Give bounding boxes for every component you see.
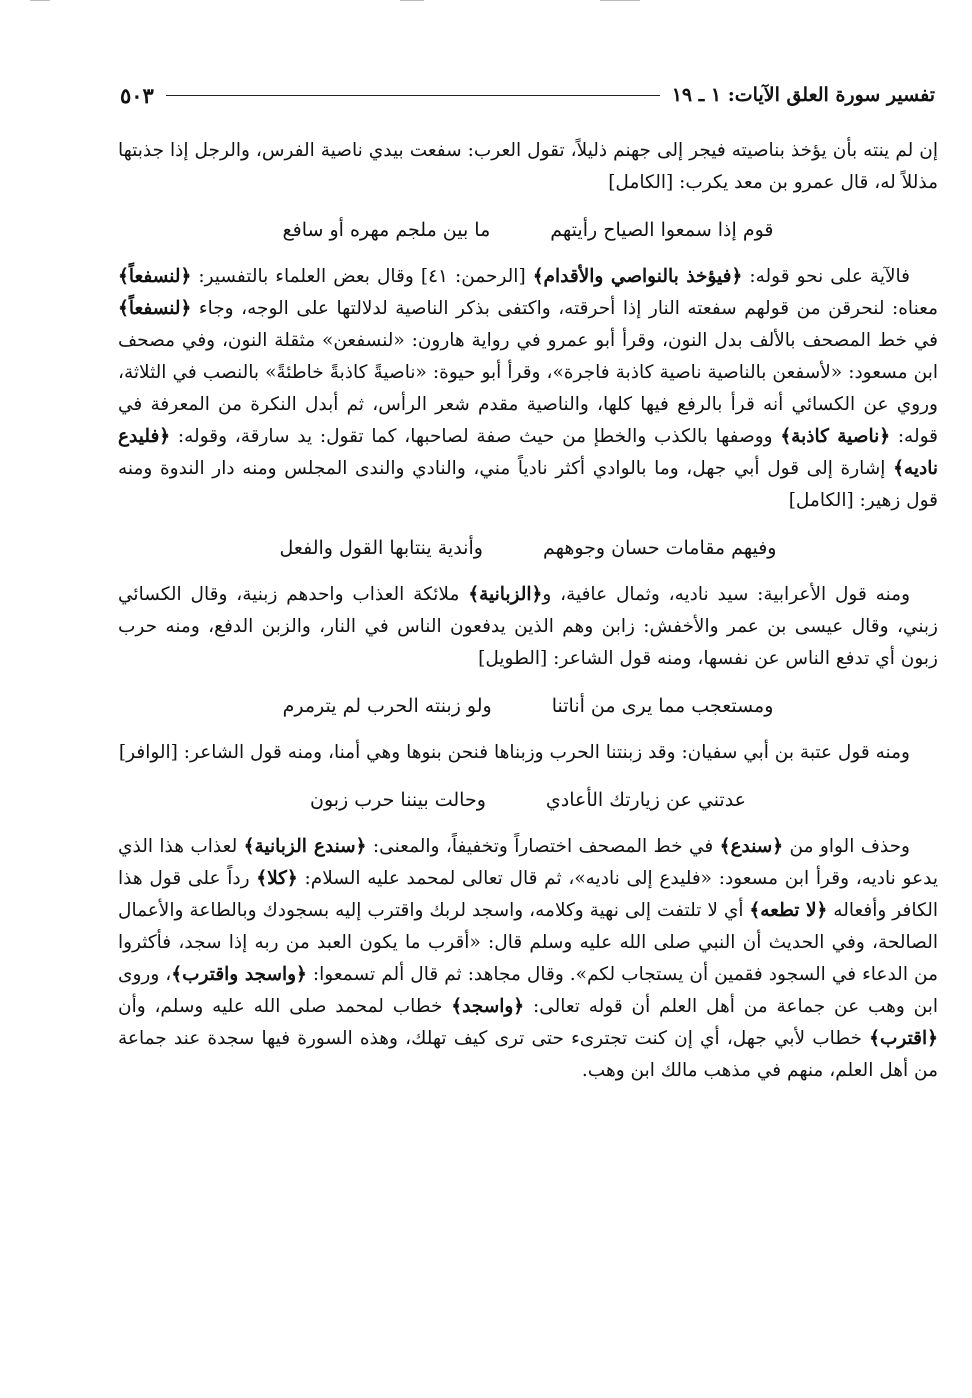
quran-quote: ﴿سندع﴾: [719, 836, 784, 857]
quran-quote: ﴿واسجد واقترب﴾: [171, 964, 307, 985]
running-header: [120, 78, 935, 112]
paragraph: وحذف الواو من ﴿سندع﴾ في خط المصحف اختصاراً وتخفيفاً، والمعنى: ﴿سندع الزبانية﴾ لعذاب هذا الذي يدعو ناديه، وقرأ ابن مسعود: «فليدع إلى ناديه»، ثم قال تعالى لمحمد عليه السلام: ﴿كلا﴾ رداً على قول هذا الكافر وأفعاله ﴿لا تطعه﴾ أي لا تلتفت إلى نهية وكلامه، واسجد لربك واقترب إليه بسجودك وبالطاعة والأعمال الصالحة، وفي الحديث أن النبي صلى الله عليه وسلم قال: «أقرب ما يكون العبد من ربه إذا سجد، فأكثروا من الدعاء في السجود فقمين أن يستجاب لكم». وقال مجاهد: ثم قال ألم تسمعوا: ﴿واسجد واقترب﴾، وروى ابن وهب عن جماعة من أهل العلم أن قوله تعالى: ﴿واسجد﴾ خطاب لمحمد صلى الله عليه وسلم، وأن ﴿اقترب﴾ خطاب لأبي جهل، أي إن كنت تجترىء حتى ترى كيف تهلك، وهذه السورة فيها سجدة عند جماعة من أهل العلم، منهم في مذهب مالك ابن وهب.: [118, 836, 939, 1081]
paragraph: ومنه قول عتبة بن أبي سفيان: وقد زبنتنا الحرب وزبناها فنحن بنوها وهي أمنا، ومنه قول الشاعر: [الوافر]: [118, 742, 910, 763]
verse-first-hemistich: وفيهم مقامات حسان وجوههم: [542, 537, 777, 559]
running-title: تفسير سورة العلق الآيات: ١ ـ ١٩: [671, 84, 935, 106]
verse-first-hemistich: ومستعجب مما يرى من أناتنا: [551, 695, 774, 717]
poetry-verse: [118, 531, 938, 565]
page-body: [118, 135, 938, 1087]
scan-mark: [30, 0, 50, 1]
quran-quote: ﴿لا تطعه﴾: [749, 900, 828, 921]
scan-mark: [600, 0, 640, 1]
quran-quote: ﴿ناصية كاذبة﴾: [780, 426, 891, 447]
quran-quote: ﴿اقترب﴾: [869, 1028, 938, 1049]
verse-first-hemistich: قوم إذا سمعوا الصياح رأيتهم: [550, 219, 774, 241]
verse-second-hemistich: ولو زبنته الحرب لم يترمرم: [282, 695, 492, 717]
verse-second-hemistich: ما بين ملجم مهره أو سافع: [282, 219, 491, 241]
poetry-verse: [118, 689, 938, 723]
quran-quote: ﴿فليدع ناديه﴾: [118, 426, 938, 479]
quran-quote: ﴿الزبانية﴾: [468, 584, 543, 605]
paragraph: إن لم ينته بأن يؤخذ بناصيته فيجر إلى جهنم ذليلاً، تقول العرب: سفعت بيدي ناصية الفرس، والرجل إذا جذبتها مذللاً له، قال عمرو بن معد يكرب: [الكامل]: [118, 140, 938, 193]
quran-quote: ﴿سندع الزبانية﴾: [243, 836, 367, 857]
quran-quote: ﴿فيؤخذ بالنواصي والأقدام﴾: [532, 266, 743, 287]
page-number: ٥٠٣: [120, 82, 154, 108]
quran-quote: ﴿لنسفعاً﴾: [118, 298, 192, 319]
poetry-verse: [118, 783, 938, 817]
paragraph: فالآية على نحو قوله: ﴿فيؤخذ بالنواصي والأقدام﴾ [الرحمن: ٤١] وقال بعض العلماء بالتفسير: ﴿لنسفعاً﴾ معناه: لنحرقن من قولهم سفعته النار إذا أحرقته، واكتفى بذكر الناصية لدلالتها على الوجه، وجاء ﴿لنسفعاً﴾ في خط المصحف بالألف بدل النون، وقرأ أبو عمرو في رواية هارون: «لنسفعن» مثقلة النون، وفي مصحف ابن مسعود: «لأسفعن بالناصية ناصية كاذبة فاجرة»، وقرأ أبو حيوة: «ناصيةً كاذبةً خاطئةً» بالنصب في الثلاثة، وروي عن الكسائي أنه قرأ بالرفع فيها كلها، والناصية مقدم شعر الرأس، ثم أبدل النكرة من المعرفة في قوله: ﴿ناصية كاذبة﴾ ووصفها بالكذب والخطإ من حيث صفة لصاحبها، كما تقول: يد سارقة، وقوله: ﴿فليدع ناديه﴾ إشارة إلى قول أبي جهل، وما بالوادي أكثر نادياً مني، والنادي والندى المجلس ومنه دار الندوة ومنه قول زهير: [الكامل]: [118, 266, 939, 511]
header-rule: [166, 95, 660, 96]
paragraph: ومنه قول الأعرابية: سيد ناديه، وثمال عافية، و﴿الزبانية﴾ ملائكة العذاب واحدهم زبنية، وقال الكسائي زبني، وقال عيسى بن عمر والأخفش: زابن وهم الذين يدفعون الناس في النار، والزبن الدفع، ومنه حرب زبون أي تدفع الناس عن نفسها، ومنه قول الشاعر: [الطويل]: [118, 584, 938, 669]
quran-quote: ﴿لنسفعاً﴾: [118, 266, 192, 287]
quran-quote: ﴿كلا﴾: [256, 868, 298, 889]
verse-second-hemistich: وأندية ينتابها القول والفعل: [279, 537, 483, 559]
scan-mark: [400, 0, 424, 1]
verse-first-hemistich: عدتني عن زيارتك الأعادي: [545, 789, 747, 811]
quran-quote: ﴿واسجد﴾: [451, 996, 525, 1017]
poetry-verse: [118, 213, 938, 247]
verse-second-hemistich: وحالت بيننا حرب زبون: [309, 789, 486, 811]
